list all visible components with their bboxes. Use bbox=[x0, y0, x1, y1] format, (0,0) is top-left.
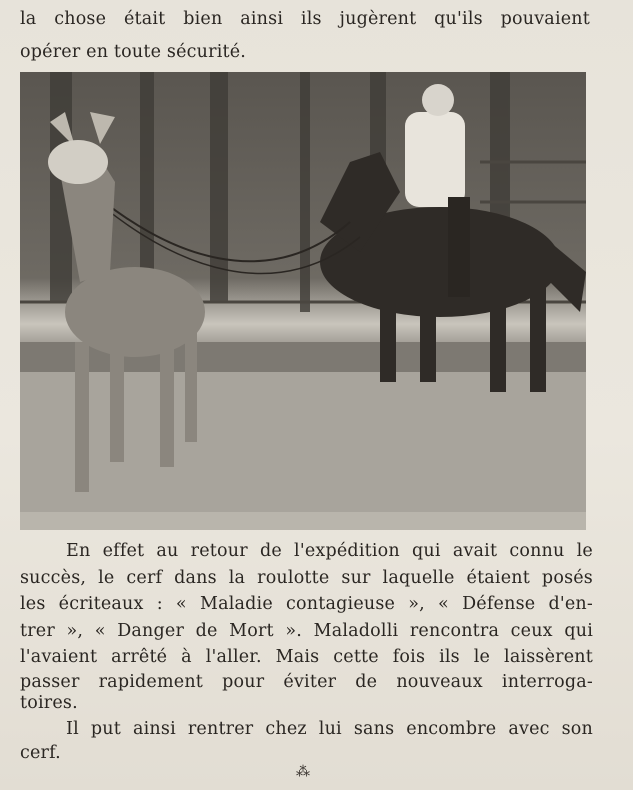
photo-illustration bbox=[20, 72, 586, 530]
text-line: succès, le cerf dans la roulotte sur laquelle étaient posés bbox=[20, 568, 593, 588]
text-line: les écriteaux : « Maladie contagieuse », « Défense d'en- bbox=[20, 594, 593, 614]
photograph-deer-and-rider bbox=[20, 72, 586, 530]
text-line: l'avaient arrêté à l'aller. Mais cette fois ils le laissèrent bbox=[20, 647, 593, 667]
text-line: toires. bbox=[20, 693, 78, 713]
text-line: la chose était bien ainsi ils jugèrent qu'ils pouvaient bbox=[20, 9, 590, 29]
text-line: passer rapidement pour éviter de nouveaux interroga- bbox=[20, 672, 593, 692]
text-line: cerf. bbox=[20, 743, 61, 763]
section-ornament: ⁂ bbox=[296, 764, 310, 780]
text-line: Il put ainsi rentrer chez lui sans encombre avec son bbox=[66, 719, 593, 739]
text-line: trer », « Danger de Mort ». Maladolli rencontra ceux qui bbox=[20, 621, 593, 641]
text-line: opérer en toute sécurité. bbox=[20, 42, 247, 62]
text-line: En effet au retour de l'expédition qui avait connu le bbox=[66, 541, 593, 561]
